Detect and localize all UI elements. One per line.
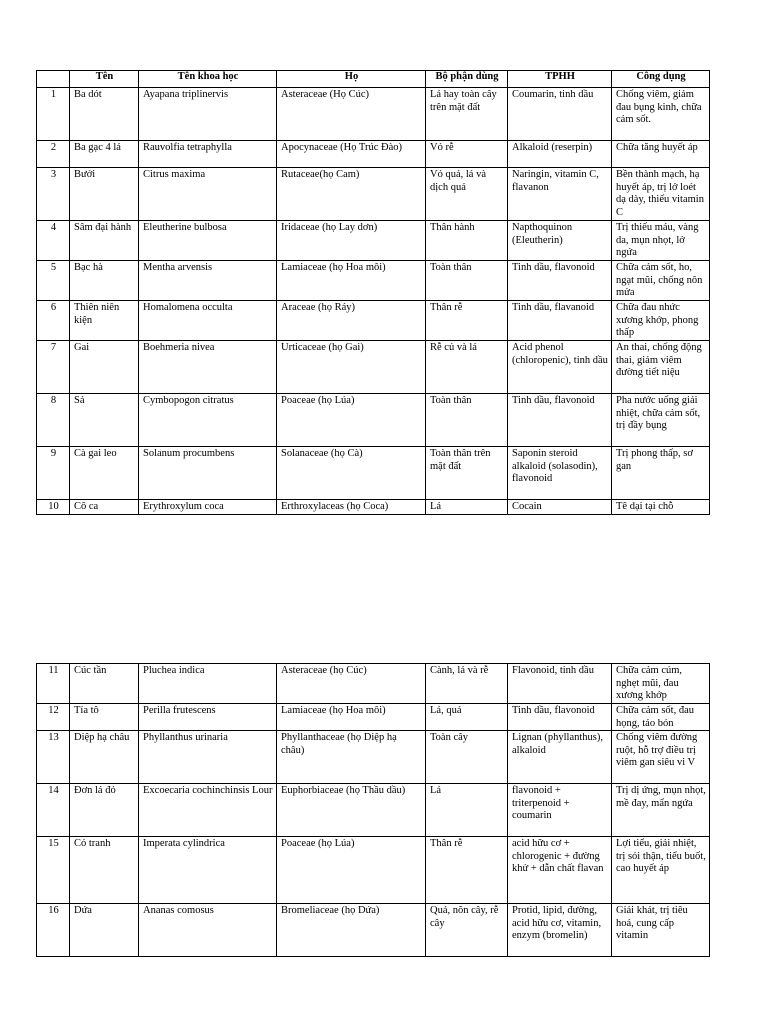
row-number-cell: 8: [37, 394, 70, 447]
scientific-name-cell: Rauvolfia tetraphylla: [139, 141, 277, 168]
scientific-name-cell: Mentha arvensis: [139, 261, 277, 301]
uses-cell: Chữa cảm cúm, nghẹt mũi, đau xương khớp: [612, 664, 710, 704]
scientific-name-cell: Erythroxylum coca: [139, 500, 277, 515]
table-row: [37, 261, 710, 301]
header-name: Tên: [70, 71, 139, 88]
composition-cell: Acid phenol (chloropenic), tinh dầu: [508, 341, 612, 394]
uses-cell: Chữa cảm sốt, ho, ngạt mũi, chống nôn mửa: [612, 261, 710, 301]
row-number-cell: 1: [37, 88, 70, 141]
plant-name-cell: Tía tô: [70, 704, 139, 731]
part-used-cell: Lá: [426, 784, 508, 837]
row-number-cell: 3: [37, 168, 70, 221]
part-used-cell: Lá: [426, 500, 508, 515]
table-row: [37, 168, 710, 221]
table-row: [37, 704, 710, 731]
scientific-name-cell: Eleutherine bulbosa: [139, 221, 277, 261]
table-row: [37, 141, 710, 168]
row-number-cell: 4: [37, 221, 70, 261]
family-name-cell: Poaceae (họ Lúa): [277, 394, 426, 447]
header-scientific-name: Tên khoa học: [139, 71, 277, 88]
family-name-cell: Bromeliaceae (họ Dứa): [277, 904, 426, 957]
composition-cell: Saponin steroid alkaloid (solasodin), flavonoid: [508, 447, 612, 500]
header-index: [37, 71, 70, 88]
family-name-cell: Poaceae (họ Lúa): [277, 837, 426, 904]
uses-cell: Tê dại tại chỗ: [612, 500, 710, 515]
table-row: [37, 447, 710, 500]
uses-cell: Trị dị ứng, mụn nhọt, mề đay, mẩn ngứa: [612, 784, 710, 837]
plant-name-cell: Bạc hà: [70, 261, 139, 301]
header-family: Họ: [277, 71, 426, 88]
part-used-cell: Quả, nõn cây, rễ cây: [426, 904, 508, 957]
plant-name-cell: Sả: [70, 394, 139, 447]
composition-cell: Naringin, vitamin C, flavanon: [508, 168, 612, 221]
part-used-cell: Toàn thân: [426, 261, 508, 301]
herb-table-2: [36, 663, 710, 957]
family-name-cell: Phyllanthaceae (họ Diệp hạ châu): [277, 731, 426, 784]
row-number-cell: 14: [37, 784, 70, 837]
composition-cell: Tinh dầu, flavanoid: [508, 301, 612, 341]
table-row: [37, 341, 710, 394]
composition-cell: Flavonoid, tinh dầu: [508, 664, 612, 704]
uses-cell: Giải khát, trị tiêu hoá, cung cấp vitamin: [612, 904, 710, 957]
composition-cell: Napthoquinon (Eleutherin): [508, 221, 612, 261]
scientific-name-cell: Citrus maxima: [139, 168, 277, 221]
family-name-cell: Rutaceae(họ Cam): [277, 168, 426, 221]
family-name-cell: Erthroxylaceas (họ Coca): [277, 500, 426, 515]
plant-name-cell: Thiên niên kiện: [70, 301, 139, 341]
scientific-name-cell: Ayapana triplinervis: [139, 88, 277, 141]
plant-name-cell: Cà gai leo: [70, 447, 139, 500]
family-name-cell: Lamiaceae (họ Hoa môi): [277, 261, 426, 301]
plant-name-cell: Bưởi: [70, 168, 139, 221]
table-row: [37, 904, 710, 957]
header-composition: TPHH: [508, 71, 612, 88]
family-name-cell: Lamiaceae (họ Hoa môi): [277, 704, 426, 731]
table-row: [37, 88, 710, 141]
family-name-cell: Urticaceae (họ Gai): [277, 341, 426, 394]
uses-cell: Chống viêm đường ruột, hỗ trợ điều trị viêm gan siêu vi V: [612, 731, 710, 784]
header-row: [37, 71, 710, 88]
scientific-name-cell: Excoecaria cochinchinsis Lour: [139, 784, 277, 837]
composition-cell: Cocain: [508, 500, 612, 515]
uses-cell: Bền thành mạch, hạ huyết áp, trị lở loét dạ dày, thiếu vitamin C: [612, 168, 710, 221]
scientific-name-cell: Pluchea indica: [139, 664, 277, 704]
uses-cell: Trị thiếu máu, vàng da, mụn nhọt, lở ngứa: [612, 221, 710, 261]
part-used-cell: Vỏ rễ: [426, 141, 508, 168]
part-used-cell: Thân hành: [426, 221, 508, 261]
composition-cell: Tinh dầu, flavonoid: [508, 704, 612, 731]
composition-cell: Tinh dầu, flavonoid: [508, 394, 612, 447]
part-used-cell: Rễ củ và lá: [426, 341, 508, 394]
row-number-cell: 12: [37, 704, 70, 731]
row-number-cell: 16: [37, 904, 70, 957]
herb-table-1: [36, 70, 710, 515]
plant-name-cell: Cỏ tranh: [70, 837, 139, 904]
row-number-cell: 5: [37, 261, 70, 301]
composition-cell: Protid, lipid, đường, acid hữu cơ, vitamin, enzym (bromelin): [508, 904, 612, 957]
header-uses: Công dụng: [612, 71, 710, 88]
family-name-cell: Solanaceae (họ Cà): [277, 447, 426, 500]
part-used-cell: Lá, quả: [426, 704, 508, 731]
table-row: [37, 731, 710, 784]
table-row: [37, 500, 710, 515]
table-row: [37, 221, 710, 261]
part-used-cell: Cành, lá và rễ: [426, 664, 508, 704]
part-used-cell: Thân rễ: [426, 301, 508, 341]
scientific-name-cell: Boehmeria nivea: [139, 341, 277, 394]
row-number-cell: 11: [37, 664, 70, 704]
plant-name-cell: Cô ca: [70, 500, 139, 515]
scientific-name-cell: Homalomena occulta: [139, 301, 277, 341]
uses-cell: Chữa tăng huyết áp: [612, 141, 710, 168]
plant-name-cell: Dứa: [70, 904, 139, 957]
uses-cell: Pha nước uống giải nhiệt, chữa cảm sốt, trị đầy bụng: [612, 394, 710, 447]
scientific-name-cell: Imperata cylindrica: [139, 837, 277, 904]
composition-cell: flavonoid + triterpenoid + coumarin: [508, 784, 612, 837]
header-part-used: Bộ phận dùng: [426, 71, 508, 88]
scientific-name-cell: Solanum procumbens: [139, 447, 277, 500]
row-number-cell: 15: [37, 837, 70, 904]
family-name-cell: Asteraceae (họ Cúc): [277, 664, 426, 704]
plant-name-cell: Ba dót: [70, 88, 139, 141]
table-row: [37, 301, 710, 341]
composition-cell: Alkaloid (reserpin): [508, 141, 612, 168]
composition-cell: Lignan (phyllanthus), alkaloid: [508, 731, 612, 784]
plant-name-cell: Cúc tần: [70, 664, 139, 704]
row-number-cell: 9: [37, 447, 70, 500]
uses-cell: Chữa cảm sốt, đau họng, táo bón: [612, 704, 710, 731]
uses-cell: Chống viêm, giảm đau bụng kinh, chữa cảm sốt.: [612, 88, 710, 141]
plant-name-cell: Sâm đại hành: [70, 221, 139, 261]
plant-name-cell: Gai: [70, 341, 139, 394]
row-number-cell: 10: [37, 500, 70, 515]
table-row: [37, 664, 710, 704]
table-row: [37, 394, 710, 447]
part-used-cell: Toàn thân: [426, 394, 508, 447]
plant-name-cell: Đơn lá đỏ: [70, 784, 139, 837]
plant-name-cell: Ba gạc 4 lá: [70, 141, 139, 168]
family-name-cell: Asteraceae (Họ Cúc): [277, 88, 426, 141]
family-name-cell: Euphorbiaceae (họ Thầu dầu): [277, 784, 426, 837]
composition-cell: Tinh dầu, flavonoid: [508, 261, 612, 301]
scientific-name-cell: Perilla frutescens: [139, 704, 277, 731]
uses-cell: Lợi tiểu, giải nhiệt, trị sỏi thận, tiểu buốt, cao huyết áp: [612, 837, 710, 904]
composition-cell: Coumarin, tinh dầu: [508, 88, 612, 141]
table-row: [37, 837, 710, 904]
family-name-cell: Araceae (họ Ráy): [277, 301, 426, 341]
row-number-cell: 2: [37, 141, 70, 168]
scientific-name-cell: Phyllanthus urinaria: [139, 731, 277, 784]
part-used-cell: Lá hay toàn cây trên mặt đất: [426, 88, 508, 141]
family-name-cell: Apocynaceae (Họ Trúc Đào): [277, 141, 426, 168]
uses-cell: Trị phong thấp, sơ gan: [612, 447, 710, 500]
part-used-cell: Vỏ quả, lá và dịch quả: [426, 168, 508, 221]
family-name-cell: Iridaceae (họ Lay dơn): [277, 221, 426, 261]
scientific-name-cell: Cymbopogon citratus: [139, 394, 277, 447]
row-number-cell: 13: [37, 731, 70, 784]
row-number-cell: 6: [37, 301, 70, 341]
scientific-name-cell: Ananas comosus: [139, 904, 277, 957]
composition-cell: acid hữu cơ + chlorogenic + đường khử + dẫn chất flavan: [508, 837, 612, 904]
row-number-cell: 7: [37, 341, 70, 394]
plant-name-cell: Diệp hạ châu: [70, 731, 139, 784]
part-used-cell: Thân rễ: [426, 837, 508, 904]
part-used-cell: Toàn cây: [426, 731, 508, 784]
part-used-cell: Toàn thân trên mặt đất: [426, 447, 508, 500]
uses-cell: An thai, chống động thai, giảm viêm đường tiết niệu: [612, 341, 710, 394]
uses-cell: Chữa đau nhức xương khớp, phong thấp: [612, 301, 710, 341]
table-row: [37, 784, 710, 837]
